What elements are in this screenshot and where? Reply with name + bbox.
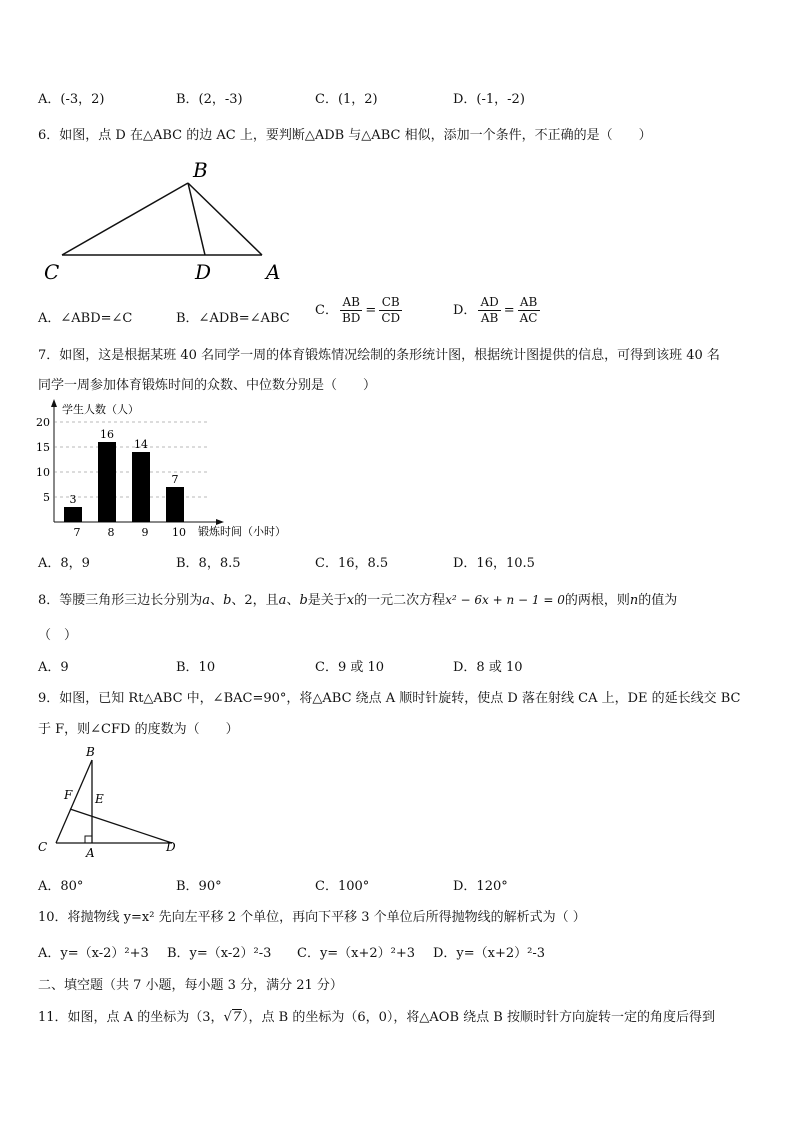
q9-label-f: F	[64, 788, 73, 802]
q6-triangle-figure	[38, 155, 298, 285]
q8-equation: x² − 6x + n − 1 = 0	[445, 593, 565, 607]
chart-x-tick-label: 7	[73, 526, 81, 539]
q6-option-d-fraction-2	[518, 295, 540, 326]
q6-stem: 6．如图，点 D 在△ABC 的边 AC 上，要判断△ADB 与△ABC 相似，添加一个条件，不正确的是（ ）	[38, 128, 652, 143]
q10-option-d: D．y=（x+2）²-3	[433, 946, 546, 961]
fraction-denominator: CD	[381, 311, 401, 325]
q8-option-d: D．8 或 10	[453, 660, 523, 675]
chart-bar	[64, 507, 82, 522]
q5-option-d: D．(-1，-2)	[453, 92, 525, 107]
q6-side-ba	[188, 183, 262, 255]
q6-option-a: A．∠ABD=∠C	[38, 311, 133, 326]
q9-label-b: B	[86, 745, 95, 759]
fraction-denominator: BD	[341, 311, 361, 325]
fraction-numerator: AB	[340, 295, 362, 311]
q8-text: 的一元二次方程	[354, 593, 446, 608]
q7-stem-line-2: 同学一周参加体育锻炼时间的众数、中位数分别是（ ）	[38, 378, 377, 393]
sqrt-radicand: 7	[232, 1010, 242, 1025]
q6-option-c-fraction-2	[379, 295, 402, 326]
q9-right-angle-mark	[85, 836, 92, 843]
q8-text: 、	[286, 593, 300, 608]
q6-option-d-fraction-1	[478, 295, 500, 326]
q6-side-cb	[62, 183, 188, 255]
q7-stem-line-1: 7．如图，这是根据某班 40 名同学一周的体育锻炼情况绘制的条形统计图，根据统计图提供的信息，可得到该班 40 名	[38, 348, 720, 363]
section-2-title: 二、填空题（共 7 小题，每小题 3 分，满分 21 分）	[38, 978, 343, 993]
chart-data-label: 7	[171, 473, 179, 486]
q5-option-a: A．(-3，2)	[38, 92, 105, 107]
chart-bar	[166, 487, 184, 522]
q9-label-c: C	[38, 840, 48, 854]
chart-y-tick-label: 5	[43, 491, 50, 504]
q8-var-a: a	[278, 593, 287, 608]
q10-option-c: C．y=（x+2）²+3	[297, 946, 416, 961]
q10-option-a: A．y=（x-2）²+3	[38, 946, 149, 961]
q9-option-a: A．80°	[38, 879, 84, 894]
chart-data-label: 14	[134, 438, 148, 451]
chart-x-tick-label: 10	[172, 526, 186, 539]
chart-y-tick-label: 10	[36, 466, 50, 479]
q7-bar-chart	[30, 397, 320, 545]
q7-option-b: B．8，8.5	[176, 556, 241, 571]
q6-option-d-prefix: D．	[453, 303, 477, 318]
fraction-numerator: AB	[518, 295, 540, 311]
q11-text: 11．如图，点 A 的坐标为（3，	[38, 1010, 224, 1025]
q6-option-c	[315, 295, 404, 326]
chart-x-tick-label: 8	[107, 526, 115, 539]
q8-text: 、	[210, 593, 224, 608]
q8-var-b: b	[299, 593, 308, 608]
chart-y-tick-label: 20	[36, 416, 50, 429]
sqrt-sign: √	[223, 1010, 232, 1025]
q9-side-cb	[56, 760, 92, 843]
equals-sign: =	[365, 303, 377, 318]
q9-option-c: C．100°	[315, 879, 370, 894]
chart-data-label: 3	[69, 493, 77, 506]
equals-sign: =	[503, 303, 515, 318]
q9-label-d: D	[166, 840, 176, 854]
q8-stem	[38, 589, 677, 608]
q6-label-d: D	[195, 260, 212, 284]
q6-option-c-prefix: C．	[315, 303, 338, 318]
q8-option-c: C．9 或 10	[315, 660, 385, 675]
fraction-denominator: AC	[519, 311, 538, 325]
chart-x-label: 锻炼时间（小时）	[198, 525, 286, 538]
chart-y-tick-label: 15	[36, 441, 50, 454]
q10-stem: 10．将抛物线 y=x² 先向左平移 2 个单位，再向下平移 3 个单位后所得抛物线的解析式为（ ）	[38, 910, 586, 925]
q9-option-b: B．90°	[176, 879, 222, 894]
fraction-denominator: AB	[480, 311, 499, 325]
chart-bar	[132, 452, 150, 522]
q8-text: 、2，且	[231, 593, 279, 608]
q6-option-d	[453, 295, 542, 326]
chart-y-label: 学生人数（人）	[62, 403, 139, 416]
chart-y-axis-arrow	[51, 399, 57, 407]
q8-text: 的两根，则	[564, 593, 630, 608]
q9-option-d: D．120°	[453, 879, 508, 894]
q9-stem-line-2: 于 F，则∠CFD 的度数为（ ）	[38, 722, 239, 737]
q11-stem	[38, 1006, 715, 1025]
q10-option-b: B．y=（x-2）²-3	[167, 946, 272, 961]
q9-rotation-figure	[30, 745, 190, 860]
q6-segment-bd	[188, 183, 205, 255]
q11-sqrt	[223, 1009, 242, 1025]
chart-data-label: 16	[100, 428, 114, 441]
q9-label-e: E	[95, 792, 104, 806]
q8-var-b: b	[223, 593, 232, 608]
chart-x-tick-label: 9	[141, 526, 149, 539]
q8-var-x: x	[346, 593, 355, 608]
q8-text: 的值为	[638, 593, 678, 608]
q8-text: 8．等腰三角形三边长分别为	[38, 593, 203, 608]
q6-label-b: B	[193, 158, 208, 182]
chart-bar	[98, 442, 116, 522]
q6-option-c-fraction-1	[340, 295, 362, 326]
q9-label-a: A	[86, 846, 95, 860]
q6-label-c: C	[44, 260, 60, 284]
q7-option-d: D．16，10.5	[453, 556, 535, 571]
q8-var-n: n	[629, 593, 639, 608]
fraction-numerator: CB	[379, 295, 402, 311]
q5-option-b: B．(2，-3)	[176, 92, 243, 107]
q8-option-b: B．10	[176, 660, 216, 675]
q8-var-a: a	[202, 593, 211, 608]
q9-stem-line-1: 9．如图，已知 Rt△ABC 中，∠BAC=90°，将△ABC 绕点 A 顺时针旋转，使点 D 落在射线 CA 上，DE 的延长线交 BC	[38, 691, 741, 706]
q7-option-c: C．16，8.5	[315, 556, 389, 571]
q8-option-a: A．9	[38, 660, 69, 675]
q8-text: 是关于	[307, 593, 347, 608]
q6-label-a: A	[266, 260, 281, 284]
q5-option-c: C．(1，2)	[315, 92, 378, 107]
fraction-numerator: AD	[480, 295, 499, 309]
q11-text: ），点 B 的坐标为（6，0），将△AOB 绕点 B 按顺时针方向旋转一定的角度后得到	[242, 1010, 715, 1025]
q7-option-a: A．8，9	[38, 556, 90, 571]
q6-option-b: B．∠ADB=∠ABC	[176, 311, 290, 326]
q8-paren: （ ）	[38, 628, 78, 643]
